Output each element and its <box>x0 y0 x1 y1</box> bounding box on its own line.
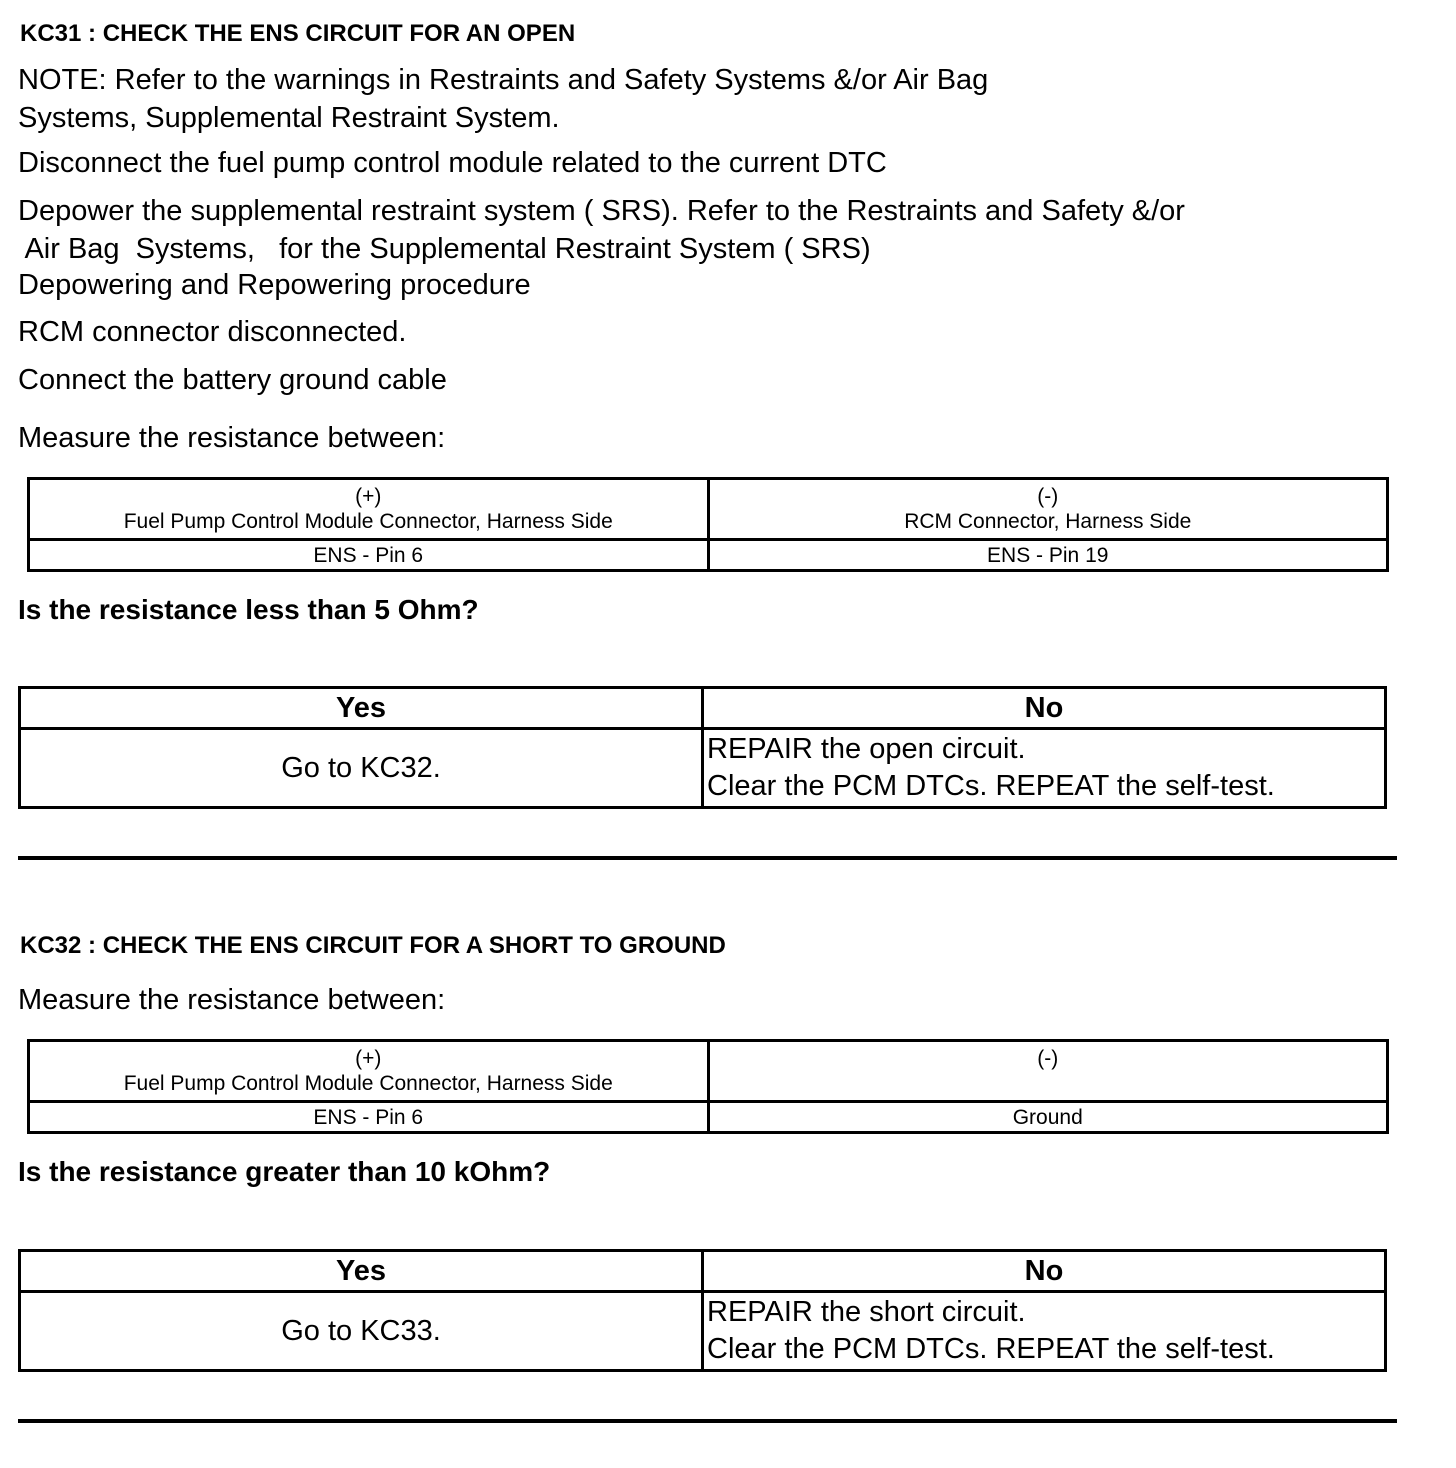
kc32-question: Is the resistance greater than 10 kOhm? <box>18 1156 551 1187</box>
kc31-measure-table <box>27 477 1389 572</box>
note-line-2: Systems, Supplemental Restraint System. <box>18 102 560 134</box>
plus-pin: ENS - Pin 6 <box>29 1102 709 1133</box>
minus-label: (-) <box>1037 1047 1059 1070</box>
no-action <box>703 729 1386 808</box>
no-action-line-2: Clear the PCM DTCs. REPEAT the self-test. <box>707 1333 1275 1365</box>
minus-pin: Ground <box>708 1102 1388 1133</box>
step-rcm: RCM connector disconnected. <box>18 316 407 348</box>
kc31-title: KC31 : CHECK THE ENS CIRCUIT FOR AN OPEN <box>20 20 576 47</box>
no-action-line-1: REPAIR the open circuit. <box>707 733 1026 765</box>
no-header: No <box>703 688 1386 729</box>
step-depower-2: Air Bag Systems, for the Supplemental Restraint System ( SRS) <box>18 233 871 265</box>
kc32-measure-table <box>27 1039 1389 1134</box>
measure-label: Measure the resistance between: <box>18 422 446 454</box>
minus-header <box>708 1041 1388 1102</box>
no-action-line-1: REPAIR the short circuit. <box>707 1296 1026 1328</box>
plus-label: (+) <box>355 485 382 508</box>
minus-header <box>708 479 1388 540</box>
step-disconnect: Disconnect the fuel pump control module related to the current DTC <box>18 147 887 179</box>
divider <box>18 856 1397 860</box>
plus-header <box>29 1041 709 1102</box>
kc31-question: Is the resistance less than 5 Ohm? <box>18 594 479 625</box>
minus-desc: RCM Connector, Harness Side <box>904 510 1192 533</box>
minus-pin: ENS - Pin 19 <box>708 540 1388 571</box>
plus-desc: Fuel Pump Control Module Connector, Harness Side <box>123 1072 613 1095</box>
plus-label: (+) <box>355 1047 382 1070</box>
note-line-1: NOTE: Refer to the warnings in Restraints and Safety Systems &/or Air Bag <box>18 64 989 96</box>
no-action-line-2: Clear the PCM DTCs. REPEAT the self-test. <box>707 770 1275 802</box>
step-depower-1: Depower the supplemental restraint system ( SRS). Refer to the Restraints and Safety &/or <box>18 195 1185 227</box>
plus-header <box>29 479 709 540</box>
minus-label: (-) <box>1037 485 1059 508</box>
kc32-result-table <box>18 1249 1387 1372</box>
no-header: No <box>703 1251 1386 1292</box>
plus-desc: Fuel Pump Control Module Connector, Harness Side <box>123 510 613 533</box>
kc32-title: KC32 : CHECK THE ENS CIRCUIT FOR A SHORT TO GROUND <box>20 932 726 959</box>
no-action <box>703 1292 1386 1371</box>
divider <box>18 1419 1397 1423</box>
kc31-result-table <box>18 686 1387 809</box>
plus-pin: ENS - Pin 6 <box>29 540 709 571</box>
yes-header: Yes <box>20 1251 703 1292</box>
yes-header: Yes <box>20 688 703 729</box>
yes-action: Go to KC33. <box>20 1292 703 1371</box>
step-depower-3: Depowering and Repowering procedure <box>18 269 531 301</box>
measure-label: Measure the resistance between: <box>18 984 446 1016</box>
yes-action: Go to KC32. <box>20 729 703 808</box>
step-battery: Connect the battery ground cable <box>18 364 447 396</box>
